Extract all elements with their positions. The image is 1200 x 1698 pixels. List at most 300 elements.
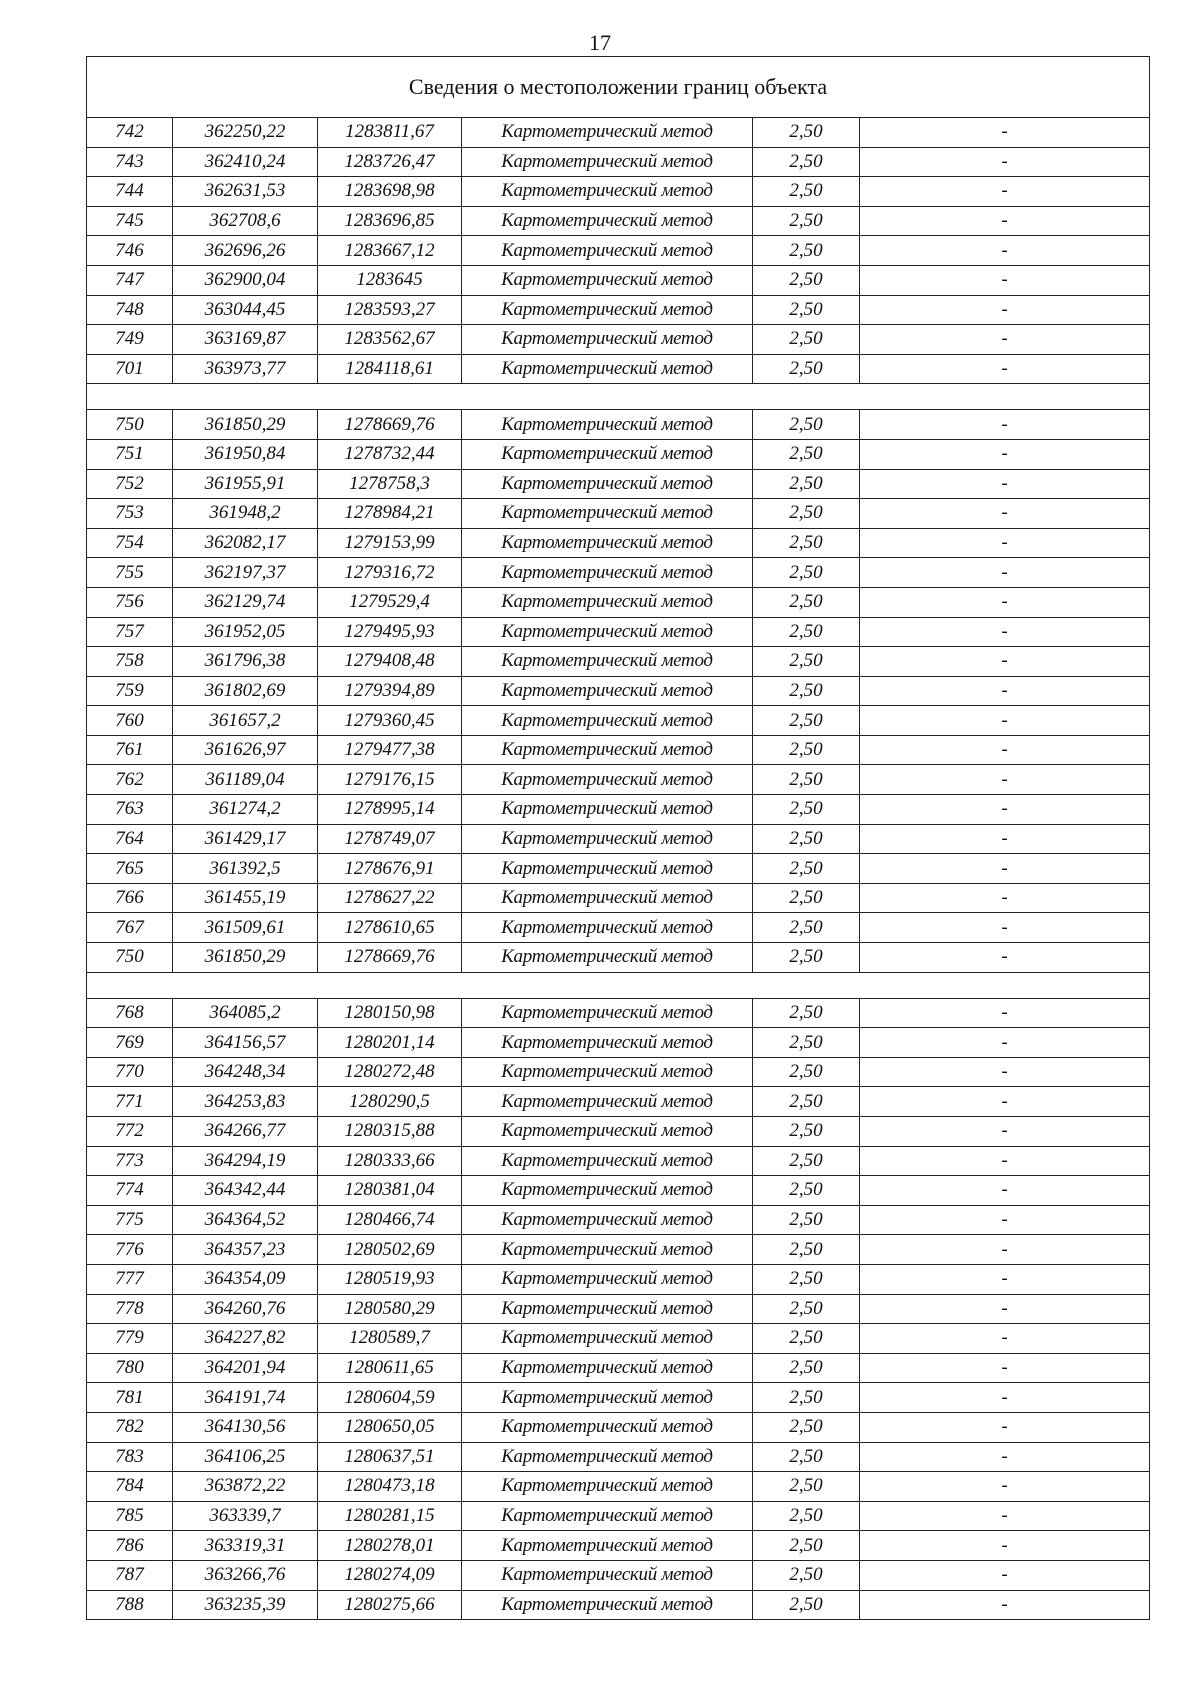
table-row — [87, 883, 1150, 913]
accuracy-cell: 2,50 — [753, 177, 860, 207]
accuracy-cell: 2,50 — [753, 795, 860, 825]
note-cell: - — [860, 469, 1150, 499]
point-number-cell: 781 — [87, 1383, 173, 1413]
note-cell: - — [860, 998, 1150, 1028]
coordinate-x-cell: 361796,38 — [173, 647, 318, 677]
coordinate-y-cell: 1278669,76 — [318, 410, 462, 440]
point-number-cell: 778 — [87, 1294, 173, 1324]
accuracy-cell: 2,50 — [753, 854, 860, 884]
point-number-cell: 760 — [87, 706, 173, 736]
note-cell: - — [860, 1442, 1150, 1472]
point-number-cell: 762 — [87, 765, 173, 795]
accuracy-cell: 2,50 — [753, 1531, 860, 1561]
note-cell: - — [860, 943, 1150, 973]
coordinate-x-cell: 364342,44 — [173, 1176, 318, 1206]
table-row — [87, 676, 1150, 706]
coordinate-y-cell: 1279529,4 — [318, 587, 462, 617]
coordinate-y-cell: 1280502,69 — [318, 1235, 462, 1265]
point-number-cell: 765 — [87, 854, 173, 884]
coordinate-x-cell: 362410,24 — [173, 147, 318, 177]
table-row — [87, 1294, 1150, 1324]
note-cell: - — [860, 913, 1150, 943]
table-row — [87, 177, 1150, 207]
coordinate-y-cell: 1278995,14 — [318, 795, 462, 825]
point-number-cell: 701 — [87, 354, 173, 384]
accuracy-cell: 2,50 — [753, 587, 860, 617]
point-number-cell: 757 — [87, 617, 173, 647]
coordinate-x-cell: 364357,23 — [173, 1235, 318, 1265]
accuracy-cell: 2,50 — [753, 943, 860, 973]
method-cell: Картометрический метод — [462, 735, 753, 765]
accuracy-cell: 2,50 — [753, 1087, 860, 1117]
table-row — [87, 998, 1150, 1028]
note-cell: - — [860, 147, 1150, 177]
coordinate-x-cell: 361850,29 — [173, 410, 318, 440]
accuracy-cell: 2,50 — [753, 206, 860, 236]
table-row — [87, 617, 1150, 647]
coordinate-y-cell: 1278610,65 — [318, 913, 462, 943]
method-cell: Картометрический метод — [462, 1590, 753, 1620]
coordinate-y-cell: 1280473,18 — [318, 1472, 462, 1502]
coordinate-x-cell: 363044,45 — [173, 295, 318, 325]
method-cell: Картометрический метод — [462, 998, 753, 1028]
accuracy-cell: 2,50 — [753, 1117, 860, 1147]
note-cell: - — [860, 177, 1150, 207]
note-cell: - — [860, 236, 1150, 266]
coordinate-y-cell: 1279495,93 — [318, 617, 462, 647]
accuracy-cell: 2,50 — [753, 558, 860, 588]
note-cell: - — [860, 1531, 1150, 1561]
point-number-cell: 761 — [87, 735, 173, 765]
point-number-cell: 764 — [87, 824, 173, 854]
method-cell: Картометрический метод — [462, 647, 753, 677]
point-number-cell: 763 — [87, 795, 173, 825]
coordinate-y-cell: 1280381,04 — [318, 1176, 462, 1206]
accuracy-cell: 2,50 — [753, 765, 860, 795]
coordinate-x-cell: 362696,26 — [173, 236, 318, 266]
note-cell: - — [860, 1353, 1150, 1383]
point-number-cell: 742 — [87, 118, 173, 148]
method-cell: Картометрический метод — [462, 1531, 753, 1561]
section-separator — [87, 972, 1150, 998]
note-cell: - — [860, 1560, 1150, 1590]
point-number-cell: 777 — [87, 1264, 173, 1294]
method-cell: Картометрический метод — [462, 1176, 753, 1206]
method-cell: Картометрический метод — [462, 1412, 753, 1442]
point-number-cell: 755 — [87, 558, 173, 588]
point-number-cell: 766 — [87, 883, 173, 913]
coordinate-y-cell: 1280519,93 — [318, 1264, 462, 1294]
coordinate-x-cell: 362631,53 — [173, 177, 318, 207]
table-row — [87, 295, 1150, 325]
point-number-cell: 771 — [87, 1087, 173, 1117]
coordinate-x-cell: 363235,39 — [173, 1590, 318, 1620]
note-cell: - — [860, 735, 1150, 765]
method-cell: Картометрический метод — [462, 1353, 753, 1383]
separator-cell — [87, 384, 1150, 410]
accuracy-cell: 2,50 — [753, 1264, 860, 1294]
accuracy-cell: 2,50 — [753, 735, 860, 765]
note-cell: - — [860, 795, 1150, 825]
point-number-cell: 754 — [87, 528, 173, 558]
point-number-cell: 770 — [87, 1057, 173, 1087]
coordinate-y-cell: 1278732,44 — [318, 439, 462, 469]
coordinate-x-cell: 364227,82 — [173, 1324, 318, 1354]
coordinate-y-cell: 1283696,85 — [318, 206, 462, 236]
coordinate-x-cell: 362900,04 — [173, 265, 318, 295]
accuracy-cell: 2,50 — [753, 1412, 860, 1442]
table-row — [87, 354, 1150, 384]
note-cell: - — [860, 676, 1150, 706]
method-cell: Картометрический метод — [462, 943, 753, 973]
point-number-cell: 753 — [87, 499, 173, 529]
note-cell: - — [860, 1057, 1150, 1087]
table-row — [87, 1028, 1150, 1058]
coordinate-y-cell: 1283698,98 — [318, 177, 462, 207]
accuracy-cell: 2,50 — [753, 1590, 860, 1620]
table-row — [87, 735, 1150, 765]
accuracy-cell: 2,50 — [753, 1205, 860, 1235]
method-cell: Картометрический метод — [462, 295, 753, 325]
coordinate-y-cell: 1283811,67 — [318, 118, 462, 148]
point-number-cell: 768 — [87, 998, 173, 1028]
point-number-cell: 747 — [87, 265, 173, 295]
table-row — [87, 824, 1150, 854]
point-number-cell: 774 — [87, 1176, 173, 1206]
coordinate-x-cell: 362250,22 — [173, 118, 318, 148]
table-row — [87, 587, 1150, 617]
table-row — [87, 206, 1150, 236]
note-cell: - — [860, 883, 1150, 913]
point-number-cell: 759 — [87, 676, 173, 706]
note-cell: - — [860, 265, 1150, 295]
method-cell: Картометрический метод — [462, 1383, 753, 1413]
table-title-row — [87, 57, 1150, 118]
coordinate-y-cell: 1280589,7 — [318, 1324, 462, 1354]
table-row — [87, 1146, 1150, 1176]
coordinate-y-cell: 1280604,59 — [318, 1383, 462, 1413]
note-cell: - — [860, 1205, 1150, 1235]
method-cell: Картометрический метод — [462, 1501, 753, 1531]
point-number-cell: 775 — [87, 1205, 173, 1235]
note-cell: - — [860, 118, 1150, 148]
point-number-cell: 748 — [87, 295, 173, 325]
coordinate-x-cell: 361850,29 — [173, 943, 318, 973]
coordinate-x-cell: 362082,17 — [173, 528, 318, 558]
method-cell: Картометрический метод — [462, 265, 753, 295]
method-cell: Картометрический метод — [462, 1442, 753, 1472]
coordinate-x-cell: 361429,17 — [173, 824, 318, 854]
accuracy-cell: 2,50 — [753, 676, 860, 706]
accuracy-cell: 2,50 — [753, 647, 860, 677]
note-cell: - — [860, 499, 1150, 529]
table-row — [87, 118, 1150, 148]
coordinate-y-cell: 1280333,66 — [318, 1146, 462, 1176]
coordinate-x-cell: 363872,22 — [173, 1472, 318, 1502]
coordinate-x-cell: 364260,76 — [173, 1294, 318, 1324]
note-cell: - — [860, 1117, 1150, 1147]
coordinate-x-cell: 361392,5 — [173, 854, 318, 884]
note-cell: - — [860, 824, 1150, 854]
coordinate-y-cell: 1283726,47 — [318, 147, 462, 177]
coordinate-y-cell: 1278984,21 — [318, 499, 462, 529]
method-cell: Картометрический метод — [462, 824, 753, 854]
note-cell: - — [860, 528, 1150, 558]
coordinate-y-cell: 1280275,66 — [318, 1590, 462, 1620]
coordinate-x-cell: 362708,6 — [173, 206, 318, 236]
coordinate-y-cell: 1280281,15 — [318, 1501, 462, 1531]
coordinate-x-cell: 364156,57 — [173, 1028, 318, 1058]
accuracy-cell: 2,50 — [753, 499, 860, 529]
table-row — [87, 1205, 1150, 1235]
coordinate-y-cell: 1280580,29 — [318, 1294, 462, 1324]
point-number-cell: 743 — [87, 147, 173, 177]
page-number: 17 — [589, 30, 611, 55]
coordinate-y-cell: 1280290,5 — [318, 1087, 462, 1117]
note-cell: - — [860, 1324, 1150, 1354]
table-row — [87, 1176, 1150, 1206]
coordinate-x-cell: 364201,94 — [173, 1353, 318, 1383]
accuracy-cell: 2,50 — [753, 883, 860, 913]
note-cell: - — [860, 295, 1150, 325]
note-cell: - — [860, 1028, 1150, 1058]
method-cell: Картометрический метод — [462, 765, 753, 795]
coordinate-x-cell: 363973,77 — [173, 354, 318, 384]
method-cell: Картометрический метод — [462, 558, 753, 588]
table-row — [87, 410, 1150, 440]
table-body — [87, 57, 1150, 1620]
coordinate-x-cell: 361802,69 — [173, 676, 318, 706]
note-cell: - — [860, 587, 1150, 617]
method-cell: Картометрический метод — [462, 1087, 753, 1117]
coordinate-y-cell: 1278749,07 — [318, 824, 462, 854]
method-cell: Картометрический метод — [462, 1472, 753, 1502]
method-cell: Картометрический метод — [462, 206, 753, 236]
method-cell: Картометрический метод — [462, 325, 753, 355]
note-cell: - — [860, 1176, 1150, 1206]
coordinate-y-cell: 1280150,98 — [318, 998, 462, 1028]
method-cell: Картометрический метод — [462, 469, 753, 499]
note-cell: - — [860, 1501, 1150, 1531]
point-number-cell: 776 — [87, 1235, 173, 1265]
method-cell: Картометрический метод — [462, 913, 753, 943]
coordinate-y-cell: 1283645 — [318, 265, 462, 295]
note-cell: - — [860, 1590, 1150, 1620]
table-row — [87, 795, 1150, 825]
method-cell: Картометрический метод — [462, 118, 753, 148]
point-number-cell: 750 — [87, 410, 173, 440]
method-cell: Картометрический метод — [462, 1235, 753, 1265]
coordinate-x-cell: 363169,87 — [173, 325, 318, 355]
method-cell: Картометрический метод — [462, 147, 753, 177]
point-number-cell: 750 — [87, 943, 173, 973]
note-cell: - — [860, 1146, 1150, 1176]
coordinate-y-cell: 1283593,27 — [318, 295, 462, 325]
coordinate-x-cell: 363266,76 — [173, 1560, 318, 1590]
point-number-cell: 751 — [87, 439, 173, 469]
note-cell: - — [860, 325, 1150, 355]
accuracy-cell: 2,50 — [753, 1383, 860, 1413]
method-cell: Картометрический метод — [462, 499, 753, 529]
accuracy-cell: 2,50 — [753, 998, 860, 1028]
accuracy-cell: 2,50 — [753, 706, 860, 736]
point-number-cell: 769 — [87, 1028, 173, 1058]
table-row — [87, 1560, 1150, 1590]
note-cell: - — [860, 1264, 1150, 1294]
coordinate-y-cell: 1279477,38 — [318, 735, 462, 765]
note-cell: - — [860, 354, 1150, 384]
coordinate-x-cell: 364364,52 — [173, 1205, 318, 1235]
coordinate-x-cell: 364085,2 — [173, 998, 318, 1028]
accuracy-cell: 2,50 — [753, 528, 860, 558]
accuracy-cell: 2,50 — [753, 1028, 860, 1058]
table-row — [87, 1235, 1150, 1265]
coordinate-x-cell: 361955,91 — [173, 469, 318, 499]
accuracy-cell: 2,50 — [753, 1176, 860, 1206]
coordinate-y-cell: 1280201,14 — [318, 1028, 462, 1058]
point-number-cell: 782 — [87, 1412, 173, 1442]
point-number-cell: 752 — [87, 469, 173, 499]
method-cell: Картометрический метод — [462, 1057, 753, 1087]
method-cell: Картометрический метод — [462, 1028, 753, 1058]
coordinate-y-cell: 1278669,76 — [318, 943, 462, 973]
method-cell: Картометрический метод — [462, 1324, 753, 1354]
note-cell: - — [860, 706, 1150, 736]
method-cell: Картометрический метод — [462, 706, 753, 736]
coordinate-x-cell: 361274,2 — [173, 795, 318, 825]
method-cell: Картометрический метод — [462, 1294, 753, 1324]
table-row — [87, 1442, 1150, 1472]
method-cell: Картометрический метод — [462, 354, 753, 384]
table-row — [87, 647, 1150, 677]
coordinate-x-cell: 361948,2 — [173, 499, 318, 529]
table-row — [87, 1383, 1150, 1413]
point-number-cell: 772 — [87, 1117, 173, 1147]
coordinate-x-cell: 362129,74 — [173, 587, 318, 617]
accuracy-cell: 2,50 — [753, 1442, 860, 1472]
accuracy-cell: 2,50 — [753, 265, 860, 295]
method-cell: Картометрический метод — [462, 1146, 753, 1176]
point-number-cell: 745 — [87, 206, 173, 236]
coordinate-y-cell: 1279408,48 — [318, 647, 462, 677]
method-cell: Картометрический метод — [462, 177, 753, 207]
table-row — [87, 1057, 1150, 1087]
table-row — [87, 1472, 1150, 1502]
table-row — [87, 765, 1150, 795]
accuracy-cell: 2,50 — [753, 1353, 860, 1383]
table-row — [87, 943, 1150, 973]
coordinate-y-cell: 1284118,61 — [318, 354, 462, 384]
note-cell: - — [860, 1472, 1150, 1502]
accuracy-cell: 2,50 — [753, 325, 860, 355]
table-row — [87, 439, 1150, 469]
coordinate-x-cell: 361657,2 — [173, 706, 318, 736]
coordinate-x-cell: 364106,25 — [173, 1442, 318, 1472]
note-cell: - — [860, 1294, 1150, 1324]
point-number-cell: 744 — [87, 177, 173, 207]
coordinate-y-cell: 1280466,74 — [318, 1205, 462, 1235]
table-row — [87, 469, 1150, 499]
method-cell: Картометрический метод — [462, 676, 753, 706]
coordinate-y-cell: 1280650,05 — [318, 1412, 462, 1442]
table-row — [87, 1353, 1150, 1383]
point-number-cell: 783 — [87, 1442, 173, 1472]
method-cell: Картометрический метод — [462, 439, 753, 469]
accuracy-cell: 2,50 — [753, 1294, 860, 1324]
point-number-cell: 780 — [87, 1353, 173, 1383]
coordinate-x-cell: 364253,83 — [173, 1087, 318, 1117]
method-cell: Картометрический метод — [462, 587, 753, 617]
method-cell: Картометрический метод — [462, 1264, 753, 1294]
coordinate-x-cell: 361455,19 — [173, 883, 318, 913]
coordinate-y-cell: 1279176,15 — [318, 765, 462, 795]
coordinate-x-cell: 362197,37 — [173, 558, 318, 588]
method-cell: Картометрический метод — [462, 854, 753, 884]
accuracy-cell: 2,50 — [753, 295, 860, 325]
note-cell: - — [860, 765, 1150, 795]
coordinate-y-cell: 1280272,48 — [318, 1057, 462, 1087]
point-number-cell: 773 — [87, 1146, 173, 1176]
coordinate-y-cell: 1279316,72 — [318, 558, 462, 588]
coordinate-x-cell: 363339,7 — [173, 1501, 318, 1531]
accuracy-cell: 2,50 — [753, 824, 860, 854]
accuracy-cell: 2,50 — [753, 1324, 860, 1354]
table-row — [87, 1117, 1150, 1147]
coordinate-x-cell: 361952,05 — [173, 617, 318, 647]
accuracy-cell: 2,50 — [753, 1472, 860, 1502]
coordinate-x-cell: 364130,56 — [173, 1412, 318, 1442]
coordinate-x-cell: 364248,34 — [173, 1057, 318, 1087]
method-cell: Картометрический метод — [462, 795, 753, 825]
point-number-cell: 746 — [87, 236, 173, 266]
coordinate-x-cell: 361189,04 — [173, 765, 318, 795]
point-number-cell: 787 — [87, 1560, 173, 1590]
accuracy-cell: 2,50 — [753, 617, 860, 647]
note-cell: - — [860, 617, 1150, 647]
table-row — [87, 1501, 1150, 1531]
section-separator — [87, 384, 1150, 410]
table-row — [87, 706, 1150, 736]
point-number-cell: 756 — [87, 587, 173, 617]
accuracy-cell: 2,50 — [753, 147, 860, 177]
coordinate-x-cell: 361950,84 — [173, 439, 318, 469]
coordinate-x-cell: 361509,61 — [173, 913, 318, 943]
coordinate-x-cell: 364266,77 — [173, 1117, 318, 1147]
accuracy-cell: 2,50 — [753, 913, 860, 943]
method-cell: Картометрический метод — [462, 410, 753, 440]
method-cell: Картометрический метод — [462, 528, 753, 558]
table-row — [87, 265, 1150, 295]
coordinate-y-cell: 1280611,65 — [318, 1353, 462, 1383]
coordinate-y-cell: 1283562,67 — [318, 325, 462, 355]
accuracy-cell: 2,50 — [753, 354, 860, 384]
table-row — [87, 1087, 1150, 1117]
note-cell: - — [860, 206, 1150, 236]
coordinate-y-cell: 1278758,3 — [318, 469, 462, 499]
coordinate-y-cell: 1279153,99 — [318, 528, 462, 558]
boundary-table — [86, 56, 1150, 1620]
table-row — [87, 528, 1150, 558]
table-row — [87, 1531, 1150, 1561]
note-cell: - — [860, 410, 1150, 440]
coordinate-y-cell: 1279394,89 — [318, 676, 462, 706]
note-cell: - — [860, 854, 1150, 884]
coordinate-x-cell: 361626,97 — [173, 735, 318, 765]
table-row — [87, 236, 1150, 266]
coordinate-y-cell: 1280278,01 — [318, 1531, 462, 1561]
accuracy-cell: 2,50 — [753, 1146, 860, 1176]
table-row — [87, 325, 1150, 355]
